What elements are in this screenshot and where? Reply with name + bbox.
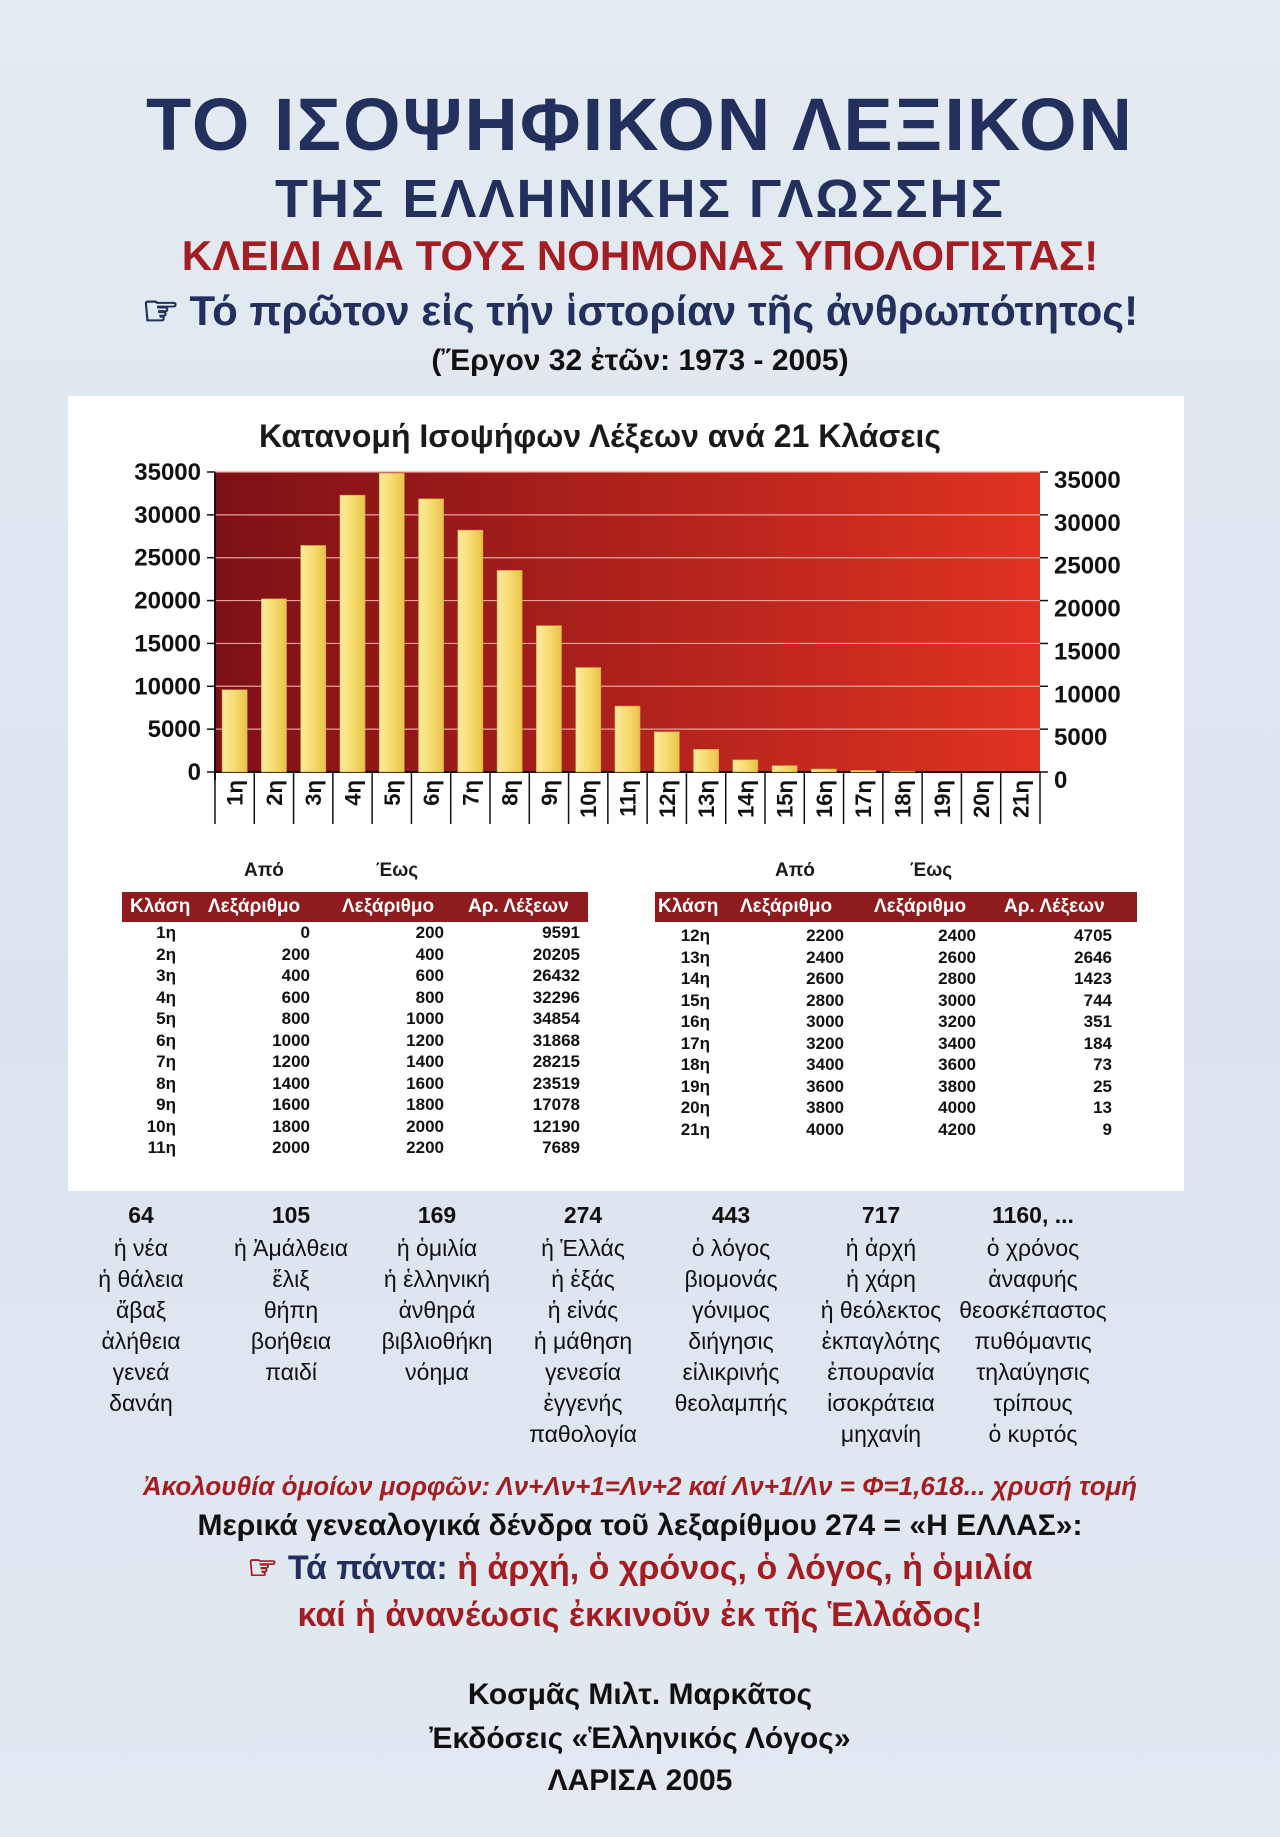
word-group-number: 443 [711,1202,751,1228]
word-group-word: δανάη [109,1390,173,1416]
chart-y-tick-label-right: 35000 [1054,467,1121,494]
chart-y-tick-label: 0 [187,759,201,786]
row-count: 351 [1083,1012,1112,1031]
chart-bar [615,706,640,772]
row-count: 32296 [532,987,580,1007]
word-group-word: ἐκπαγλότης [821,1328,941,1354]
word-group [508,1200,658,1450]
word-group-word: ἡ Ἀμάλθεια [233,1235,349,1261]
chart-y-tick-label: 20000 [134,587,201,615]
row-class: 1η [156,923,176,942]
row-to: 400 [415,944,444,964]
word-group-word: ἡ εἰνάς [547,1297,619,1323]
row-to: 3400 [938,1033,976,1053]
chart-y-tick-label: 30000 [134,501,201,529]
cover-subtitle: ΤΗΣ ΕΛΛΗΝΙΚΗΣ ΓΛΩΣΣΗΣ [275,169,1005,229]
word-group-word: γενεά [112,1359,170,1385]
word-group-word: θεολαμπής [674,1390,788,1416]
row-to: 2200 [406,1138,444,1157]
chart-x-tick-label: 9η [536,780,562,806]
chart-x-tick-label: 8η [497,780,523,806]
cover-work-years: (Ἔργον 32 ἐτῶν: 1973 - 2005) [431,344,849,377]
table-left-to-label: Έως [376,860,419,881]
word-group-word: γενεσία [544,1359,622,1385]
table-right-header-to: Λεξάριθμο [874,896,967,917]
row-count: 25 [1093,1076,1112,1096]
row-count: 20205 [532,944,580,964]
word-group-word: ἰσοκράτεια [827,1390,935,1416]
word-group-word: ἐγγενής [543,1390,623,1416]
chart-x-tick-label: 6η [419,780,445,806]
chart-y-tick-label-right: 30000 [1054,509,1121,537]
row-to: 3800 [938,1076,976,1096]
word-group-word: βιβλιοθήκη [381,1328,493,1354]
row-count: 2646 [1074,947,1112,967]
row-count: 9 [1102,1119,1112,1139]
chart-y-tick-label-right: 10000 [1054,681,1121,709]
row-count: 23519 [532,1073,580,1093]
row-count: 17078 [532,1095,580,1114]
row-to: 2000 [406,1116,444,1136]
row-count: 26432 [532,966,580,985]
row-to: 4200 [938,1119,976,1139]
row-class: 9η [156,1095,176,1114]
row-to: 1000 [406,1009,444,1028]
row-count: 744 [1083,990,1112,1010]
chart-y-tick-label: 5000 [147,716,201,744]
word-group-number: 105 [271,1202,311,1228]
word-group-word: ὁ κυρτός [988,1421,1078,1447]
genealogy-heading: Μερικά γενεαλογικά δένδρα τοῦ λεξαρίθμου 274 = «Η ΕΛΛΑΣ»: [197,1509,1083,1542]
row-to: 200 [415,923,444,942]
row-count: 12190 [532,1116,580,1136]
pointing-hand-icon: ☞ [247,1549,278,1587]
chart-x-tick-label: 12η [654,780,680,818]
row-from: 2200 [806,926,844,945]
word-group-word: ἐπουρανία [827,1359,935,1385]
word-group-word: τρίπους [993,1390,1073,1416]
row-from: 0 [300,923,310,942]
row-from: 4000 [806,1119,844,1139]
word-group-word: ἡ Ἑλλάς [541,1235,625,1261]
all-things-line-2: καί ἡ ἀνανέωσις ἐκκινοῦν ἐκ τῆς Ἑλλάδος! [297,1596,983,1634]
row-class: 15η [680,990,710,1010]
word-group-word: παθολογία [529,1421,637,1447]
word-group-word: ἡ ἑλληνική [383,1266,491,1292]
table-right-to-label: Έως [910,860,953,881]
row-class: 11η [147,1138,176,1157]
row-from: 2800 [806,990,844,1010]
word-group-word: ἡ χάρη [846,1266,916,1292]
chart-y-tick-label: 35000 [134,462,201,486]
word-group-word: ἄβαξ [115,1297,167,1323]
chart-bar [536,626,561,772]
chart-x-tick-label: 18η [890,780,916,818]
word-group-number: 717 [861,1202,901,1228]
chart-bar [733,760,758,772]
chart-bar [654,732,679,772]
bar-chart [110,462,1170,852]
author-name: Κοσμᾶς Μιλτ. Μαρκᾶτος [467,1678,813,1711]
row-to: 4000 [938,1098,976,1117]
row-from: 2000 [272,1138,310,1157]
row-class: 14η [680,969,710,988]
row-count: 28215 [532,1052,580,1071]
word-group-number: 64 [128,1202,154,1228]
table-right-from-label: Από [775,860,815,881]
chart-x-tick-label: 17η [851,780,877,818]
row-class: 8η [156,1073,176,1093]
chart-y-tick-label-right: 5000 [1054,724,1108,752]
row-from: 3600 [806,1076,844,1096]
word-group-word: ὁ χρόνος [986,1235,1080,1261]
word-group-word: ἀλήθεια [101,1328,181,1354]
chart-bar [222,690,247,772]
chart-bar [497,570,522,772]
row-count: 7689 [542,1138,580,1157]
chart-x-tick-label: 1η [222,780,248,806]
cover-claim [0,286,1280,335]
word-group [806,1200,956,1450]
city-year: ΛΑΡΙΣΑ 2005 [547,1764,733,1797]
chart-x-tick-label: 11η [615,780,641,817]
word-group-word: ἡ θάλεια [98,1266,184,1292]
row-from: 1000 [272,1030,310,1050]
word-group-word: εἰλικρινής [682,1359,780,1385]
row-from: 3800 [806,1098,844,1117]
all-things-line-1 [0,1548,1280,1588]
word-group-word: παιδί [265,1359,317,1385]
row-class: 21η [680,1119,710,1139]
word-group-word: ἡ μάθηση [533,1328,633,1354]
row-to: 1200 [406,1030,444,1050]
row-class: 20η [680,1098,710,1117]
table-right-header-from: Λεξάριθμο [740,896,833,917]
word-group-word: νόημα [405,1359,469,1385]
chart-bar [458,530,483,772]
chart-bar [576,668,601,772]
pointing-hand-icon: ☞ [141,287,180,334]
row-from: 1200 [272,1052,310,1071]
row-to: 2600 [938,947,976,967]
table-left-header-to: Λεξάριθμο [342,896,435,917]
row-count: 184 [1083,1033,1112,1053]
row-count: 34854 [532,1009,580,1028]
word-group-word: ἡ ἀρχή [845,1235,917,1261]
word-group-word: ἡ θεόλεκτος [820,1297,942,1323]
publisher-name: Ἐκδόσεις «Ἑλληνικός Λόγος» [429,1722,851,1755]
cover-tagline: ΚΛΕΙΔΙ ΔΙΑ ΤΟΥΣ ΝΟΗΜΟΝΑΣ ΥΠΟΛΟΓΙΣΤΑΣ! [181,232,1099,279]
row-count: 9591 [542,923,580,942]
word-group [66,1200,216,1419]
row-count: 13 [1093,1098,1112,1117]
all-things-rest: ἡ ἀρχή, ὁ χρόνος, ὁ λόγος, ἡ ὁμιλία [457,1549,1033,1587]
word-group-number: 274 [563,1202,603,1228]
row-from: 200 [281,944,310,964]
word-group-word: βοήθεια [250,1328,332,1354]
row-from: 400 [281,966,310,985]
row-count: 31868 [532,1030,580,1050]
word-group-word: ἕλιξ [272,1266,310,1292]
row-count: 4705 [1074,926,1112,945]
row-from: 3200 [806,1033,844,1053]
word-group-word: ἡ ὁμιλία [396,1235,478,1261]
chart-x-tick-label: 5η [379,780,405,806]
word-group-word: γόνιμος [691,1297,771,1323]
row-to: 2400 [938,926,976,945]
word-group-word: πυθόμαντις [974,1328,1092,1354]
word-group [958,1200,1108,1450]
chart-x-tick-label: 10η [576,780,602,818]
row-class: 5η [156,1009,176,1028]
chart-x-tick-label: 19η [929,780,955,818]
word-group-number: 169 [417,1202,457,1228]
chart-bar [301,545,326,772]
word-group-word: θήπη [263,1297,319,1323]
chart-bar [811,769,836,772]
chart-y-tick-label-right: 15000 [1054,638,1121,666]
row-to: 1800 [406,1095,444,1114]
row-to: 600 [415,966,444,985]
row-class: 7η [156,1052,176,1071]
all-things-prefix: Τά πάντα: [287,1549,448,1587]
chart-x-tick-label: 2η [261,780,287,806]
row-to: 3600 [938,1055,976,1074]
chart-title: Κατανομή Ισοψήφων Λέξεων ανά 21 Κλάσεις [258,418,942,454]
chart-y-tick-label-right: 0 [1054,767,1068,794]
row-from: 2600 [806,969,844,988]
row-to: 3000 [938,990,976,1010]
row-from: 2400 [806,947,844,967]
word-group-word: ἡ νέα [113,1235,169,1261]
row-from: 600 [281,987,310,1007]
row-class: 4η [156,987,176,1007]
row-class: 16η [680,1012,710,1031]
row-count: 1423 [1074,969,1112,988]
table-right-header-class: Κλάση [658,896,719,917]
word-group-word: ἀναφυής [988,1266,1078,1292]
chart-y-tick-label: 15000 [134,630,201,658]
claim-text: Τό πρῶτον εἰς τήν ἱστορίαν τῆς ἀνθρωπότητος! [189,287,1139,334]
chart-y-tick-label-right: 25000 [1054,552,1121,580]
chart-x-tick-label: 4η [340,780,366,806]
row-class: 19η [680,1076,710,1096]
word-group-word: τηλαύγησις [976,1359,1090,1385]
word-group-word: διήγησις [688,1328,774,1354]
row-from: 1600 [272,1095,310,1114]
word-group-word: θεοσκέπαστος [959,1297,1107,1323]
row-class: 10η [146,1116,176,1136]
table-right-header-count: Αρ. Λέξεων [1004,896,1105,917]
word-group [656,1200,806,1419]
row-count: 73 [1093,1055,1112,1074]
row-to: 1400 [406,1052,444,1071]
chart-x-tick-label: 15η [772,780,798,818]
row-class: 18η [680,1055,710,1074]
word-group [362,1200,512,1388]
word-group [216,1200,366,1388]
row-to: 3200 [938,1012,976,1031]
table-left-header-from: Λεξάριθμο [208,896,301,917]
row-from: 1800 [272,1116,310,1136]
chart-bar [890,771,915,772]
chart-x-tick-label: 21η [1008,780,1034,818]
row-to: 1600 [406,1073,444,1093]
chart-x-tick-label: 20η [969,780,995,818]
table-left-header-count: Αρ. Λέξεων [468,896,569,917]
chart-y-tick-label: 25000 [134,544,201,572]
chart-y-tick-label-right: 20000 [1054,595,1121,623]
chart-bar [772,766,797,772]
row-to: 2800 [938,969,976,988]
chart-bar [851,770,876,772]
row-class: 2η [156,944,176,964]
word-group-word: ὁ λόγος [691,1235,771,1261]
chart-y-tick-label: 10000 [134,673,201,701]
chart-bar [379,473,404,772]
cover-title: ΤΟ ΙΣΟΨΗΦΙΚΟΝ ΛΕΞΙΚΟΝ [146,83,1134,166]
word-group-word: ἡ ἑξάς [551,1266,615,1292]
chart-x-tick-label: 7η [458,780,484,806]
row-from: 3000 [806,1012,844,1031]
row-from: 1400 [272,1073,310,1093]
row-class: 12η [680,926,710,945]
row-from: 3400 [806,1055,844,1074]
row-class: 13η [680,947,710,967]
table-left-from-label: Από [244,860,284,881]
golden-ratio-sequence: Ἀκολουθία ὁμοίων μορφῶν: Λν+Λν+1=Λν+2 καί Λν+1/Λν = Φ=1,618... χρυσή τομή [142,1471,1138,1501]
table-left-header-class: Κλάση [130,896,191,917]
chart-x-tick-label: 14η [733,780,759,818]
row-class: 3η [156,966,176,985]
row-class: 17η [680,1033,710,1053]
word-group-number: 1160, ... [992,1202,1074,1228]
row-class: 6η [156,1030,176,1050]
chart-x-tick-label: 3η [301,780,327,806]
row-to: 800 [415,987,444,1007]
chart-bar [340,495,365,772]
chart-bar [261,599,286,772]
word-group-word: βιομονάς [684,1266,778,1292]
chart-x-tick-label: 16η [811,780,837,818]
word-group-word: μηχανίη [840,1421,922,1447]
chart-bar [419,499,444,772]
chart-bar [694,749,719,772]
word-group-word: ἀνθηρά [398,1297,476,1323]
row-from: 800 [281,1009,310,1028]
chart-x-tick-label: 13η [694,780,720,818]
